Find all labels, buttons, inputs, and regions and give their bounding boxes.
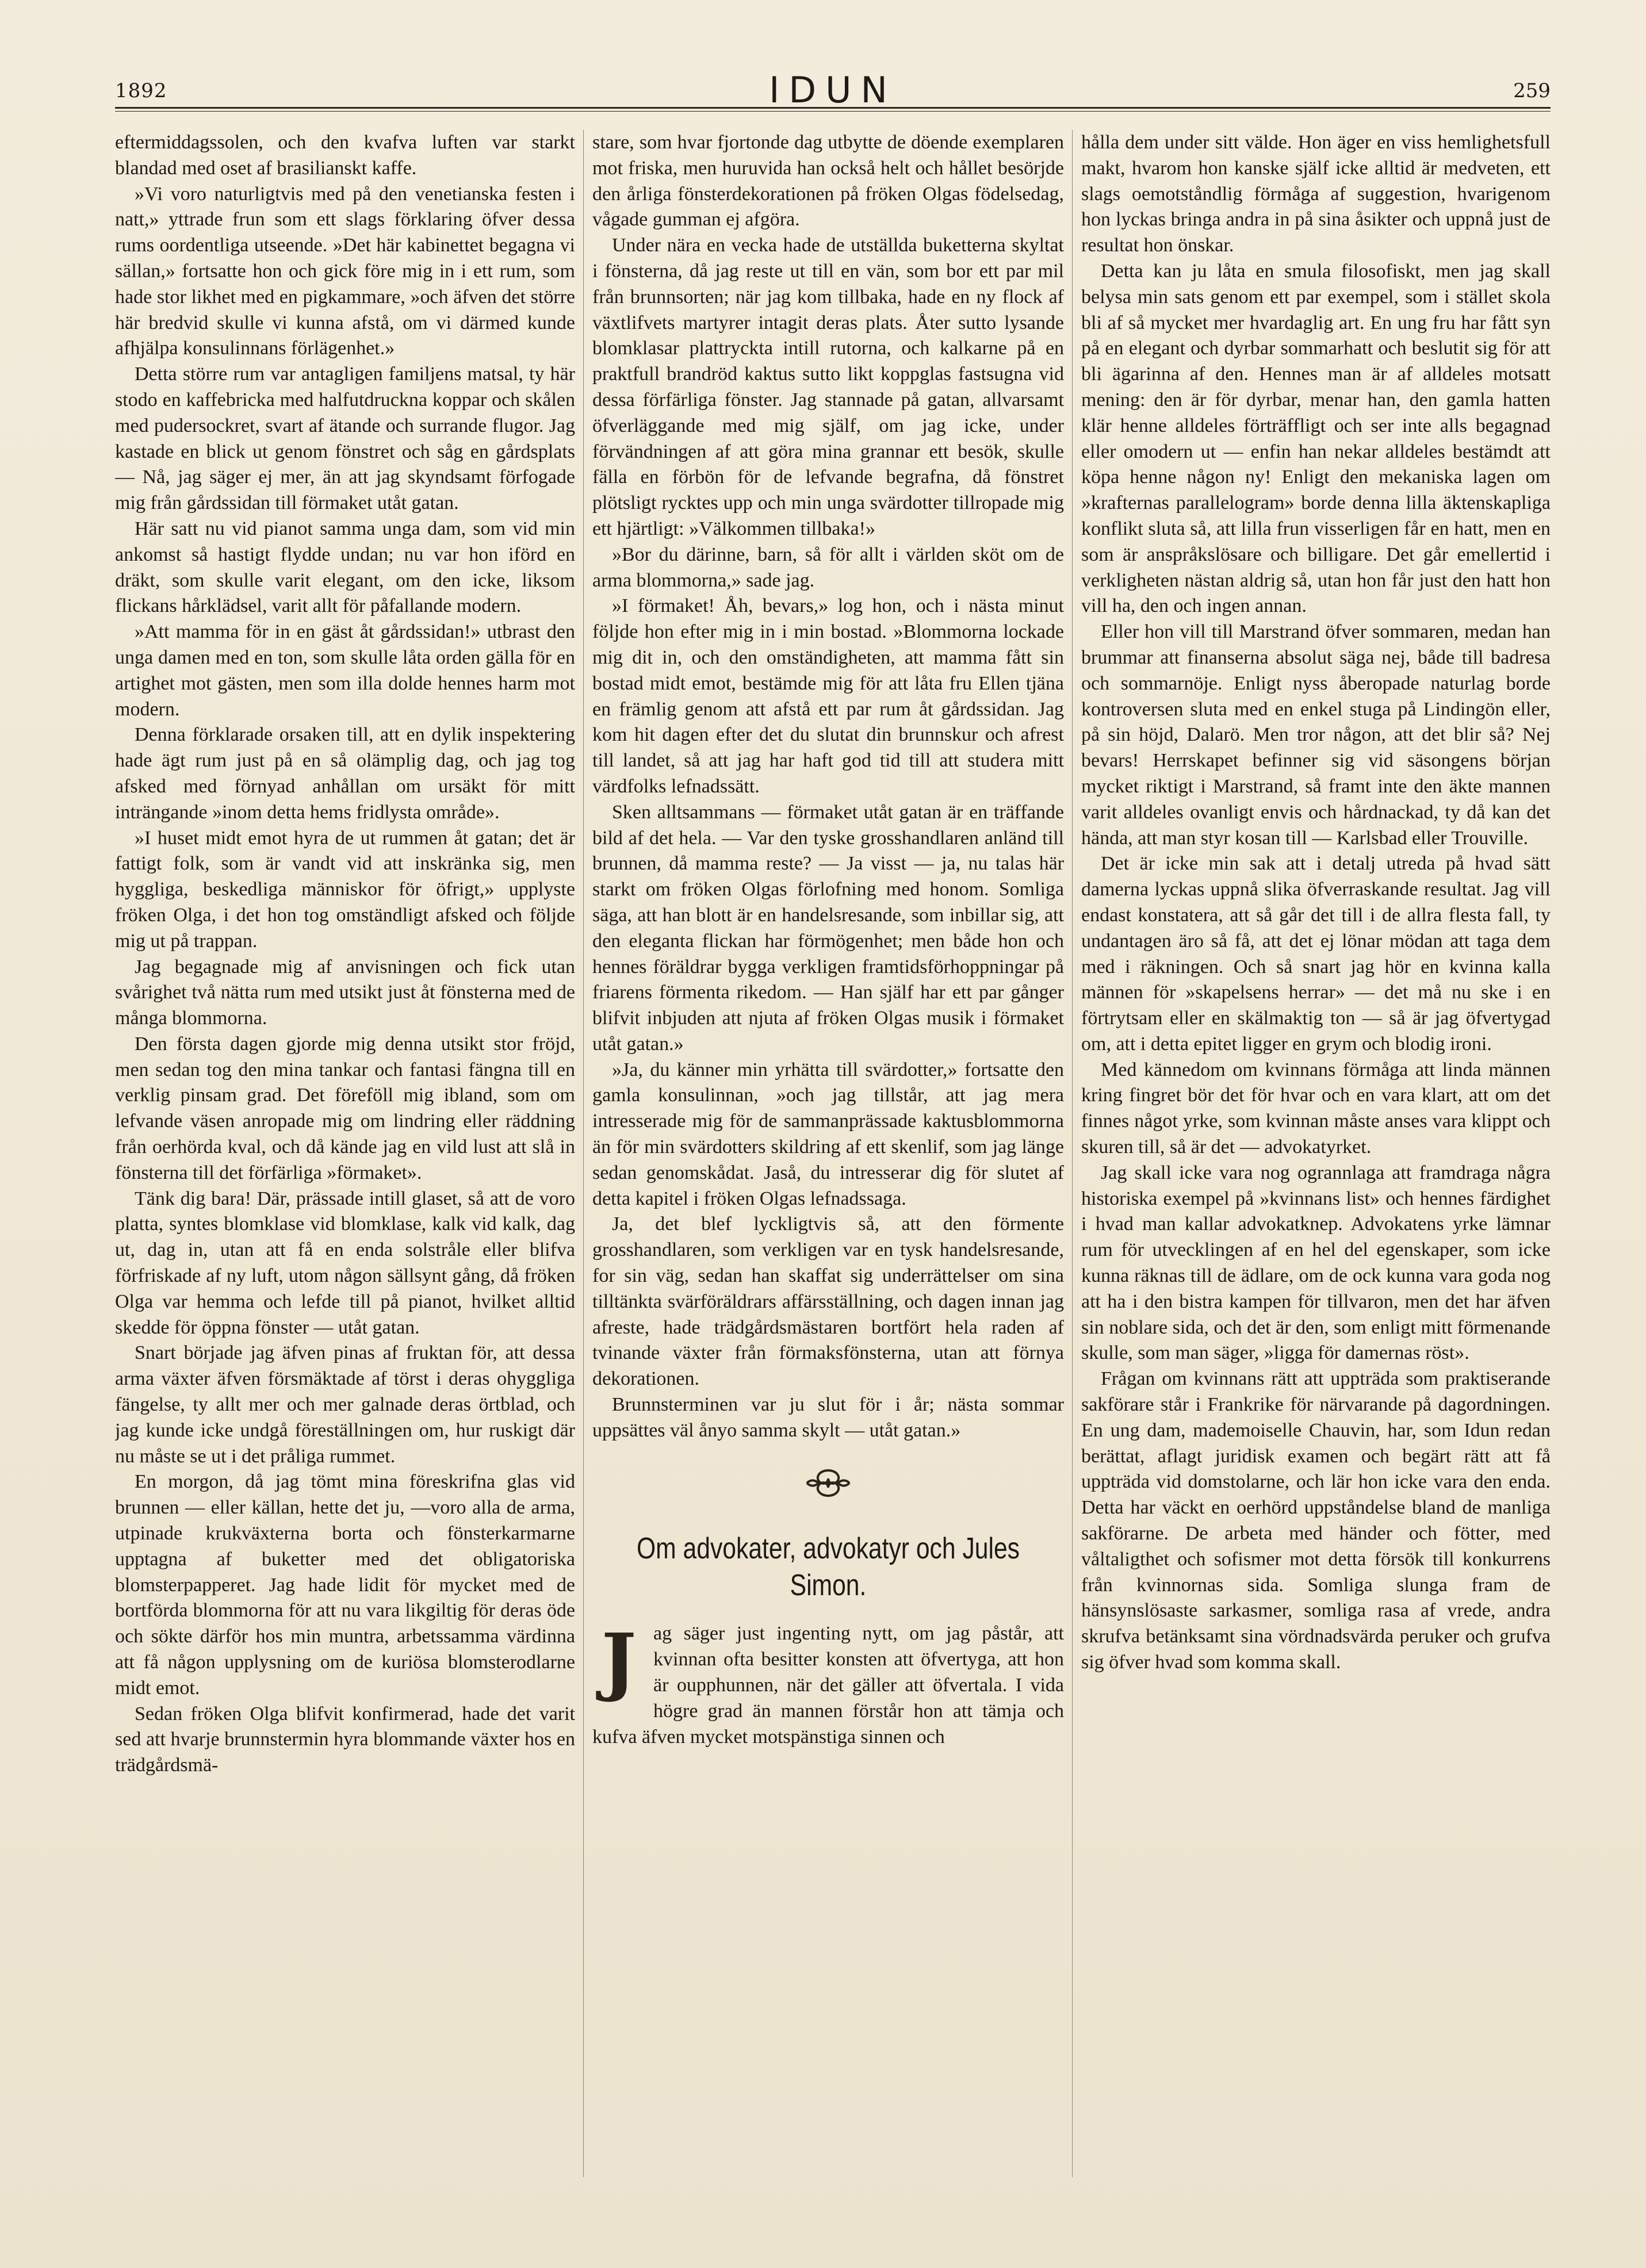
fleuron-icon xyxy=(802,1466,854,1500)
paragraph: En morgon, då jag tömt mina föreskrifna glas vid brunnen — eller källan, hette det ju, —voro alla de arma, utpinade krukväxterna borta och fönsterkarmarne upptagna af buketter med det obligatoriska blomsterpapperet. Jag hade lidit för mycket med de bortförda blommorna för att nu vara likgiltig för deras öde och sökte därför hos min muntra, arbetssamma värdinna att få någon upplysning om de kuriösa blomsterodlarne midt emot. xyxy=(115,1471,575,1699)
paragraph: stare, som hvar fjortonde dag utbytte de döende exemplaren mot friska, men huruvida han också helt och hållet besörjde den årliga fönsterdekorationen på fröken Olgas födelsedag, vågade gumman ej afgöra. xyxy=(592,132,1064,231)
paragraph: Det är icke min sak att i detalj utreda på hvad sätt damerna lyckas uppnå slika öfverraskande resultat. Jag vill endast konstatera, att så går det till i de allra flesta fall, ty undantagen äro så få, att det ej lönar mödan att taga dem med i räkningen. Och så snart jag hör en kvinna kalla männen för »skapelsens herrar» — det må nu ske i en förtrytsam eller en skälmaktig ton — så är jag öfvertygad om, att i detta epitet ligger en grym och blodig ironi. xyxy=(1081,853,1551,1055)
header-rule-thin xyxy=(115,111,1551,112)
paragraph: Frågan om kvinnans rätt att uppträda som praktiserande sakförare står i Frankrike för närvarande på dagordningen. En ung dam, mademoiselle Chauvin, har, som Idun redan berättat, aflagt juridisk examen och begärt rätt att få uppträda vid domstolarne, och lär hon icke vara den enda. Detta har väckt en oerhörd uppståndelse bland de manliga sakförarne. De arbeta med händer och fötter, med våltaligthet och sofismer mot detta försök till konkurrens från kvinnornas sida. Somliga slunga fram de hänsynslösaste sarkasmer, somliga rasa af vrede, andra skrufva betänksamt sina vördnadsvärda peruker och grufva sig öfver hvad som komma skall. xyxy=(1081,1368,1551,1673)
paragraph: Här satt nu vid pianot samma unga dam, som vid min ankomst så hastigt flydde undan; nu var hon iförd en dräkt, som skulle varit elegant, om den icke, liksom flickans hårklädsel, varit allt för påfallande modern. xyxy=(115,518,575,617)
paragraph: Med kännedom om kvinnans förmåga att linda männen kring fingret bör det för hvar och en vara klart, att om det finnes något yrke, som kvinnan måste anses vara klippt och skuren till, så är det — advokatyrket. xyxy=(1081,1059,1551,1158)
page-header xyxy=(115,69,1551,111)
paragraph: eftermiddagssolen, och den kvafva luften var starkt blandad med oset af brasilianskt kaffe. xyxy=(115,132,575,179)
paragraph: Eller hon vill till Marstrand öfver sommaren, medan han brummar att finanserna absolut säga nej, både till badresa och sommarnöje. Enligt nyss åberopade naturlag borde kontroversen sluta med en enkel stuga på Lindingön eller, på sin höjd, Dalarö. Men tror någon, att det blir så? Nej bevars! Herrskapet befinner sig vid säsongens början mycket riktigt i Marstrand, så framt inte den äkte mannen varit alldeles ovanligt envis och hårdnackad, ty då kan det hända, att man styr kosan till — Karlsbad eller Trouville. xyxy=(1081,621,1551,849)
paragraph: Tänk dig bara! Där, prässade intill glaset, så att de voro platta, syntes blomklase vid blomklase, kalk vid kalk, dag ut, dag in, utan att få en enda solstråle eller blifva förfriskade af ny luft, utom någon sällsynt gång, då fröken Olga var hemma och lefde till på pianot, hvilket alltid skedde för öppna fönster — utåt gatan. xyxy=(115,1187,575,1338)
paragraph: »Att mamma för in en gäst åt gårdssidan!» utbrast den unga damen med en ton, som skulle låta orden gälla för en artighet mot gästen, men som illa dolde hennes harm mot modern. xyxy=(115,621,575,720)
paragraph: Ja, det blef lyckligtvis så, att den förmente grosshandlaren, som verkligen var en tysk handelsresande, for sin väg, sedan han skaffat sig underrättelser om sina tilltänkta svärföräldrars affärsställning, och dagen innan jag afreste, hade trädgårdsmästaren bortfört hela raden af tvinande växter från förmaksfönsterna, utan att förnya dekorationen. xyxy=(592,1213,1064,1390)
paragraph: Den första dagen gjorde mig denna utsikt stor fröjd, men sedan tog den mina tankar och fantasi fängna till en verklig pinsam grad. Det föreföll mig ibland, som om lefvande väsen anropade mig om lindring eller räddning från oerhörda kval, och då kände jag en vild lust att slå in fönsterna till det förfärliga »förmaket». xyxy=(115,1033,575,1183)
page-number: 259 xyxy=(1513,79,1551,102)
paragraph: Jag begagnade mig af anvisningen och fick utan svårighet två nätta rum med utsikt just åt fönsterna med de många blommorna. xyxy=(115,956,575,1029)
drop-cap: J xyxy=(601,1618,637,1705)
paragraph: »I förmaket! Åh, bevars,» log hon, och i nästa minut följde hon efter mig in i min bostad. »Blommorna lockade mig dit in, och den omständigheten, att mamma fått sin bostad midt emot, bestämde mig för att låta fru Ellen tjäna en främlig genom att afstå ett par rum åt gårdssidan. Jag kom hit dagen efter det du slutat din brunnskur och afrest till landet, så att jag har haft god tid till att studera mitt värdfolks lefnadssätt. xyxy=(592,595,1064,797)
ornament-divider xyxy=(592,1466,1064,1508)
paragraph: Under nära en vecka hade de utställda buketterna skyltat i fönsterna, då jag reste ut till en vän, som bor ett par mil från brunnsorten; när jag kom tillbaka, hade en ny flock af växtlifvets martyrer intagit deras plats. Åter sutto lysande blomklasar plattryckta intill rutorna, och kalkarne på en praktfull brandröd kaktus sutto likt koppglas fastsugna vid dessa förfärliga fönster. Jag stannade på gatan, allvarsamt öfverläggande med mig själf, om jag icke, under förvändningen af att göra mina grannar ett besök, skulle fälla en förbön för de lefvande begrafna, då fönstret plötsligt rycktes upp och min unga svärdotter tillropade mig ett hjärtligt: »Välkommen tillbaka!» xyxy=(592,235,1064,539)
paragraph: »Ja, du känner min yrhätta till svärdotter,» fortsatte den gamla konsulinnan, »och jag tillstår, att jag mera intresserade mig för de sammanprässade kaktusblommorna än för min svärdotters skildring af ett skenlif, som jag länge sedan genomskådat. Jaså, du intresserar dig för slutet af detta kapitel i fröken Olgas lefnadssaga. xyxy=(592,1059,1064,1209)
column-divider-right xyxy=(1072,130,1073,2177)
header-rule-thick xyxy=(115,107,1551,109)
paragraph: hålla dem under sitt välde. Hon äger en viss hemlighetsfull makt, hvarom hon kanske själf icke alltid är medveten, ett slags oemotståndlig förmåga af suggestion, hvarigenom hon lyckas bringa andra in på sina åsikter och uppnå just de resultat hon önskar. xyxy=(1081,132,1551,256)
paragraph: »Bor du därinne, barn, så för allt i världen sköt om de arma blommorna,» sade jag. xyxy=(592,543,1064,591)
paragraph: ag säger just ingenting nytt, om jag påstår, att kvinnan ofta besitter konsten att öfvertyga, att hon är oupphunnen, när det gäller att öfvertala. I vida högre grad än mannen förstår hon att tämja och kufva äfven mycket motspänstiga sinnen och xyxy=(592,1623,1064,1748)
paragraph: Detta större rum var antagligen familjens matsal, ty här stodo en kaffebricka med halfutdruckna koppar och skålen med pudersockret, svart af ätande och surrande flugor. Jag kastade en blick ut genom fönstret och såg en gårdsplats — Nå, jag säger ej mer, än att jag skyndsamt förfogade mig från gårdssidan till förmaket utåt gatan. xyxy=(115,363,575,514)
header-year: 1892 xyxy=(115,79,167,102)
column-3 xyxy=(1081,130,1551,2177)
paragraph: Denna förklarade orsaken till, att en dylik inspektering hade ägt rum just på en så olämplig dag, och jag tog afsked med förnyad anhållan om ursäkt för mitt inträngande »inom detta hems fridlysta område». xyxy=(115,724,575,823)
masthead-title: IDUN xyxy=(769,69,897,111)
paragraph: Brunnsterminen var ju slut för i år; nästa sommar uppsättes väl ånyo samma skylt — utåt gatan.» xyxy=(592,1394,1064,1441)
column-1 xyxy=(115,130,575,2177)
article-title: Om advokater, advokatyr och Jules Simon. xyxy=(637,1532,1020,1603)
column-divider-left xyxy=(583,130,584,2177)
paragraph: Detta kan ju låta en smula filosofiskt, men jag skall belysa min sats genom ett par exempel, som i stället skola bli af så mycket mer hvardaglig art. En ung fru har fått syn på en elegant och dyrbar sommarhatt och beslutit sig för att bli ägarinna af den. Hennes man är af alldeles motsatt mening: den är för dyrbar, menar han, den gamla hatten klär henne alldeles förträffligt och ser inte alls begagnad eller omodern ut — enfin han nekar alldeles bestämdt att köpa henne någon ny! Enligt den mekaniska lagen om »krafternas parallelogram» borde denna lilla äktenskapliga konflikt sluta så, att lilla frun visserligen får en hatt, men en som är anspråkslösare och billigare. Det går emellertid i verkligheten nästan aldrig så, utan hon får just den hatt hon vill ha, den och ingen annan. xyxy=(1081,260,1551,617)
paragraph: Snart började jag äfven pinas af fruktan för, att dessa arma växter äfven försmäktade af törst i deras ohyggliga fängelse, ty allt mer och mer galnade deras örtblad, och jag kunde icke undgå föreställningen om, hur ruskigt där nu måste se ut i det pråliga rummet. xyxy=(115,1342,575,1467)
paragraph: »Vi voro naturligtvis med på den venetianska festen i natt,» yttrade frun som ett slags förklaring öfver dessa rums oordentliga utseende. »Det här kabinettet begagna vi sällan,» fortsatte hon och gick före mig in i ett rum, som hade stor likhet med en pigkammare, »och äfven det större här bredvid skulle vi kunna afstå, om vi därmed kunde afhjälpa konsulinnans förlägenhet.» xyxy=(115,183,575,359)
paragraph: Sken alltsammans — förmaket utåt gatan är en träffande bild af det hela. — Var den tyske grosshandlaren anländ till brunnen, då mamma reste? — Ja visst — ja, nu talas här starkt om fröken Olgas förlofning med honom. Somliga säga, att han blott är en handelsresande, som inbillar sig, att den eleganta flickan har förmögenhet; men både hon och hennes föräldrar bygga verkligen framtidsförhoppningar på friarens förmenta rikedom. — Han själf har ett par gånger blifvit inbjuden att njuta af fröken Olgas musik i förmaket utåt gatan.» xyxy=(592,801,1064,1055)
column-2 xyxy=(592,130,1064,2177)
paragraph: Jag skall icke vara nog ogrannlaga att framdraga några historiska exempel på »kvinnans list» och hennes färdighet i hvad man kallar advokatknep. Advokatens yrke lämnar rum för utvecklingen af en hel del egenskaper, som icke kunna räknas till de ädlare, om de ock kunna vara goda nog att ha i den bistra kampen för tillvaron, men det har äfven sin noblare sida, och det är den, som enligt mitt förmenande skulle, som man säger, »ligga för damernas röst». xyxy=(1081,1162,1551,1364)
paragraph: »I huset midt emot hyra de ut rummen åt gatan; det är fattigt folk, som är vandt vid att inskränka sig, men hyggliga, beskedliga människor för öfrigt,» upplyste fröken Olga, i det hon tog omständligt afsked och följde mig ut på trappan. xyxy=(115,827,575,952)
article-body xyxy=(592,1618,1064,1750)
paragraph: Sedan fröken Olga blifvit konfirmerad, hade det varit sed att hvarje brunnstermin hyra blommande växter hos en trädgårdsmä- xyxy=(115,1703,575,1776)
